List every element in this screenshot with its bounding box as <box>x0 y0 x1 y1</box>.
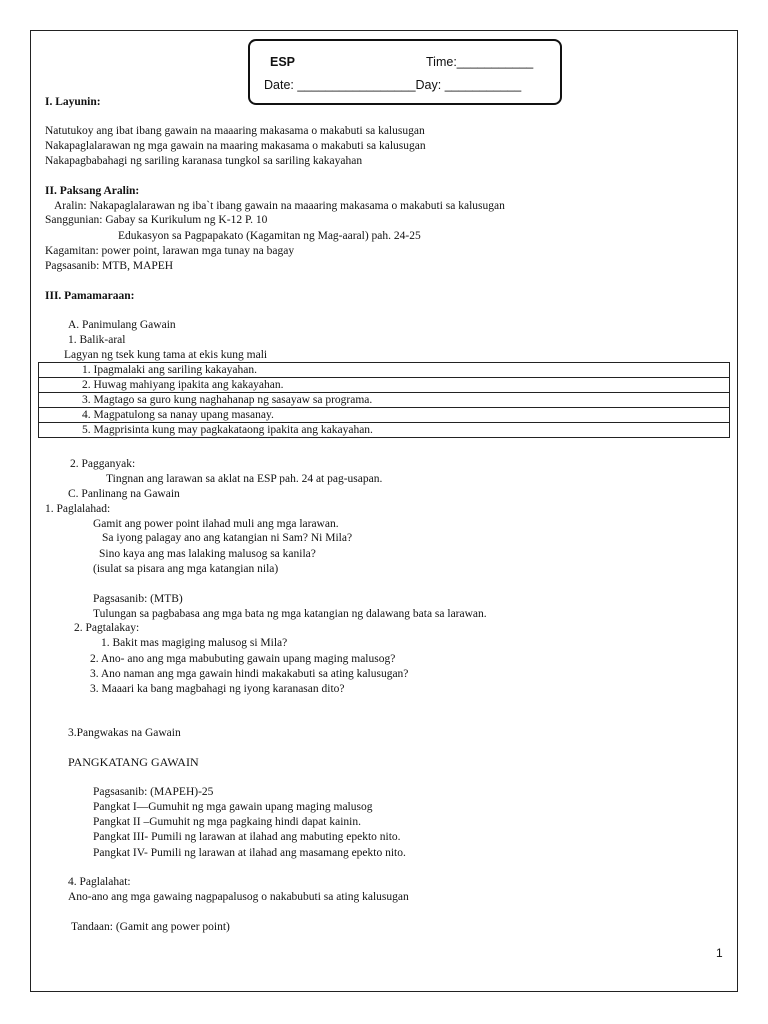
objectives-heading: I. Layunin: <box>45 96 101 108</box>
table-row <box>39 393 730 408</box>
pagtalakay-item-1: 1. Bakit mas magiging malusog si Mila? <box>101 637 288 649</box>
group-1: Pangkat I—Gumuhit ng mga gawain upang maging malusog <box>93 801 373 813</box>
pagganyak-label: 2. Pagganyak: <box>70 458 136 470</box>
paglalahat-text: Ano-ano ang mga gawaing nagpapalusog o nakabubuti sa ating kalusugan <box>68 891 409 903</box>
pangkatang-heading: PANGKATANG GAWAIN <box>68 755 199 769</box>
paglalahad-line-3: Sino kaya ang mas lalaking malusog sa kanila? <box>99 548 316 560</box>
aralin-line: Aralin: Nakapaglalarawan ng iba`t ibang gawain na maaaring makasama o makabuti sa kalusugan <box>54 200 505 212</box>
table-row <box>39 423 730 438</box>
kagamitan-line: Kagamitan: power point, larawan mga tunay na bagay <box>45 245 295 257</box>
group-4: Pangkat IV- Pumili ng larawan at ilahad ang masamang epekto nito. <box>93 847 406 859</box>
pagtalakay-item-3: 3. Ano naman ang mga gawain hindi makakabuti sa ating kalusugan? <box>90 668 409 680</box>
sanggunian-line: Sanggunian: Gabay sa Kurikulum ng K-12 P. 10 <box>45 214 268 226</box>
sanggunian-line-2: Edukasyon sa Pagpapakato (Kagamitan ng Mag-aaral) pah. 24-25 <box>118 230 421 242</box>
tandaan-line: Tandaan: (Gamit ang power point) <box>71 921 230 933</box>
subject-label: ESP <box>270 55 296 69</box>
pagsasanib-mapeh: Pagsasanib: (MAPEH)-25 <box>93 786 214 798</box>
checklist-item: 1. Ipagmalaki ang sariling kakayahan. <box>39 363 730 378</box>
table-row <box>39 408 730 423</box>
date-day-field: Date: _________________Day: ___________ <box>264 78 522 92</box>
objective-3: Nakapagbabahagi ng sariling karanasa tungkol sa sariling kakayahan <box>45 155 363 167</box>
pagsasanib-mtb: Pagsasanib: (MTB) <box>93 593 183 605</box>
objective-2: Nakapaglalarawan ng mga gawain na maaring makasama o makabuti sa kalusugan <box>45 140 426 152</box>
checklist-item: 3. Magtago sa guro kung naghahanap ng sasayaw sa programa. <box>39 393 730 408</box>
paglalahad-line-1: Gamit ang power point ilahad muli ang mga larawan. <box>93 518 339 530</box>
header-box <box>248 39 562 105</box>
pagtalakay-item-2: 2. Ano- ano ang mga mabubuting gawain upang maging malusog? <box>90 653 396 665</box>
paglalahat-label: 4. Paglalahat: <box>68 876 131 888</box>
table-row <box>39 363 730 378</box>
subject-matter-heading: II. Paksang Aralin: <box>45 185 140 197</box>
paglalahad-label: 1. Paglalahad: <box>45 503 111 515</box>
objective-1: Natutukoy ang ibat ibang gawain na maaaring makasama o makabuti sa kalusugan <box>45 125 425 137</box>
group-3: Pangkat III- Pumili ng larawan at ilahad ang mabuting epekto nito. <box>93 831 401 843</box>
pagsasanib-line: Pagsasanib: MTB, MAPEH <box>45 260 174 272</box>
checklist-item: 4. Magpatulong sa nanay upang masanay. <box>39 408 730 423</box>
table-row <box>39 378 730 393</box>
procedure-heading: III. Pamamaraan: <box>45 290 135 302</box>
balik-aral: 1. Balik-aral <box>68 334 126 346</box>
pagtalakay-item-4: 3. Maaari ka bang magbahagi ng iyong karanasan dito? <box>90 683 345 695</box>
time-field: Time:___________ <box>426 55 534 69</box>
checklist-table <box>38 362 730 438</box>
group-2: Pangkat II –Gumuhit ng mga pagkaing hindi dapat kainin. <box>93 816 361 828</box>
pangwakas-label: 3.Pangwakas na Gawain <box>68 727 181 739</box>
checklist-item: 2. Huwag mahiyang ipakita ang kakayahan. <box>39 378 730 393</box>
pagganyak-text: Tingnan ang larawan sa aklat na ESP pah. 24 at pag-usapan. <box>106 473 383 485</box>
paglalahad-line-2: Sa iyong palagay ano ang katangian ni Sam? Ni Mila? <box>102 532 353 544</box>
section-a: A. Panimulang Gawain <box>68 319 176 331</box>
paglalahad-line-4: (isulat sa pisara ang mga katangian nila) <box>93 563 279 575</box>
mtb-text: Tulungan sa pagbabasa ang mga bata ng mga katangian ng dalawang bata sa larawan. <box>93 608 487 620</box>
section-c: C. Panlinang na Gawain <box>68 488 180 500</box>
pagtalakay-label: 2. Pagtalakay: <box>74 622 140 634</box>
checklist-item: 5. Magprisinta kung may pagkakataong ipakita ang kakayahan. <box>39 423 730 438</box>
checklist-instruction: Lagyan ng tsek kung tama at ekis kung mali <box>64 349 268 361</box>
page-number: 1 <box>716 946 723 960</box>
